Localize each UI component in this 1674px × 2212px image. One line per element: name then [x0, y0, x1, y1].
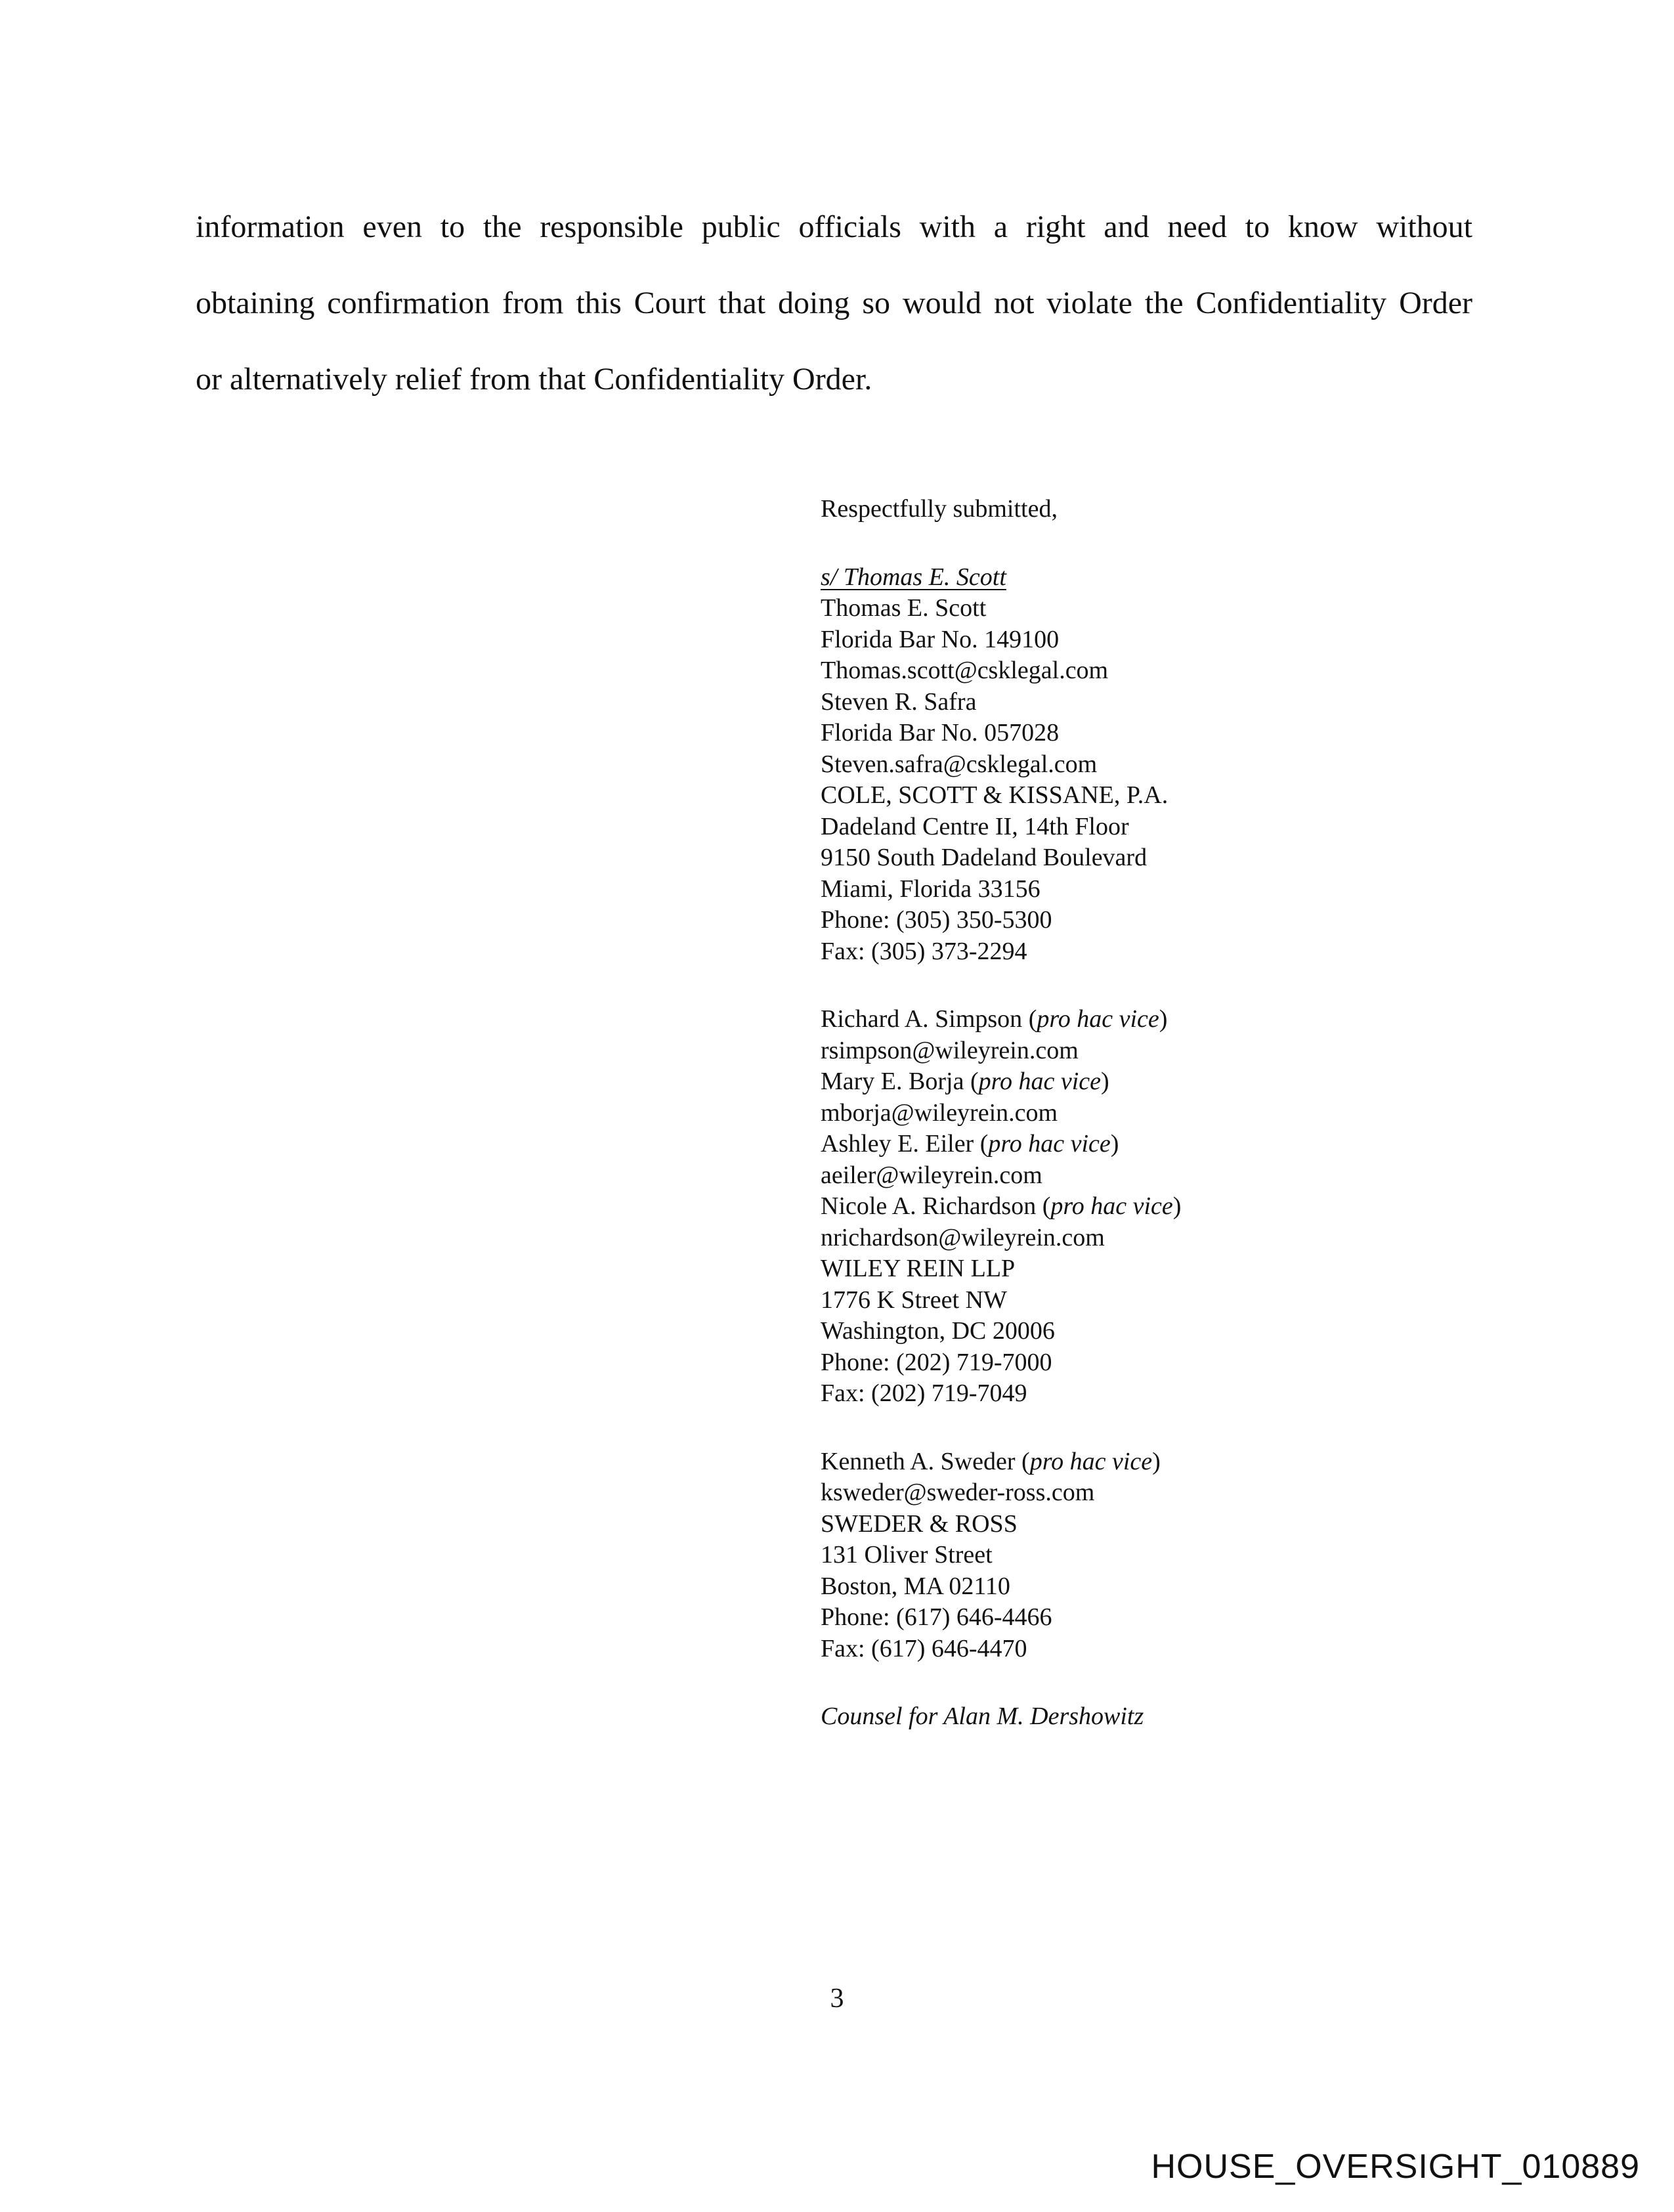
attorney-name: Richard A. Simpson: [821, 1005, 1023, 1033]
attorney-name: Ashley E. Eiler: [821, 1130, 974, 1158]
pro-hac-vice-note: pro hac vice: [1029, 1447, 1153, 1475]
firm3-fax: Fax: (617) 646-4470: [821, 1634, 1027, 1662]
firm2-phone: Phone: (202) 719-7000: [821, 1348, 1052, 1376]
body-line: information even to the responsible public officials with a right and need to know without: [196, 209, 1472, 244]
closing-text: Respectfully submitted,: [821, 495, 1058, 523]
attorney-name-line: Nicole A. Richardson (pro hac vice): [821, 1192, 1182, 1220]
firm1-line: Miami, Florida 33156: [821, 875, 1041, 903]
pro-hac-vice-note: pro hac vice: [978, 1068, 1102, 1095]
attorney-name-line: Mary E. Borja (pro hac vice): [821, 1068, 1109, 1095]
spacer: [821, 967, 1543, 1004]
firm2-fax: Fax: (202) 719-7049: [821, 1379, 1027, 1407]
pro-hac-vice-note: pro hac vice: [1050, 1192, 1173, 1220]
firm1-line: Florida Bar No. 149100: [821, 625, 1060, 653]
pro-hac-vice-note: pro hac vice: [1037, 1005, 1159, 1033]
firm3-phone: Phone: (617) 646-4466: [821, 1603, 1052, 1631]
attorney-name-line: Ashley E. Eiler (pro hac vice): [821, 1130, 1119, 1158]
electronic-signature: s/ Thomas E. Scott: [821, 563, 1006, 591]
counsel-for-line: Counsel for Alan M. Dershowitz: [821, 1702, 1144, 1730]
pro-hac-vice-note: pro hac vice: [988, 1130, 1111, 1158]
firm2-line: 1776 K Street NW: [821, 1286, 1007, 1314]
attorney-email: nrichardson@wileyrein.com: [821, 1223, 1105, 1251]
firm1-phone: Phone: (305) 350-5300: [821, 906, 1052, 934]
attorney-email: aeiler@wileyrein.com: [821, 1161, 1042, 1189]
firm3-line: 131 Oliver Street: [821, 1541, 993, 1569]
attorney-name-line: Richard A. Simpson (pro hac vice): [821, 1005, 1168, 1033]
firm2-line: Washington, DC 20006: [821, 1317, 1055, 1345]
attorney-email: rsimpson@wileyrein.com: [821, 1036, 1079, 1064]
firm3-name: SWEDER & ROSS: [821, 1509, 1018, 1538]
firm1-line: Dadeland Centre II, 14th Floor: [821, 812, 1129, 840]
attorney-email: mborja@wileyrein.com: [821, 1098, 1058, 1127]
firm1-line: 9150 South Dadeland Boulevard: [821, 844, 1148, 871]
attorney-name: Kenneth A. Sweder: [821, 1447, 1016, 1475]
attorney-name: Mary E. Borja: [821, 1068, 964, 1095]
signature-block: [821, 494, 1543, 1733]
firm1-line: Florida Bar No. 057028: [821, 719, 1060, 747]
spacer: [821, 1410, 1543, 1446]
body-paragraph: [196, 189, 1472, 418]
attorney-name: Nicole A. Richardson: [821, 1192, 1037, 1220]
firm3-line: Boston, MA 02110: [821, 1572, 1010, 1600]
firm1-email: Thomas.scott@csklegal.com: [821, 657, 1109, 684]
firm1-name: COLE, SCOTT & KISSANE, P.A.: [821, 781, 1169, 809]
attorney-email: ksweder@sweder-ross.com: [821, 1479, 1095, 1506]
attorney-name-line: Kenneth A. Sweder (pro hac vice): [821, 1447, 1161, 1475]
firm1-line: Steven R. Safra: [821, 687, 977, 716]
firm1-email: Steven.safra@csklegal.com: [821, 750, 1098, 778]
firm2-name: WILEY REIN LLP: [821, 1255, 1016, 1282]
page-number: 3: [830, 1984, 844, 2014]
spacer: [821, 525, 1543, 562]
firm1-fax: Fax: (305) 373-2294: [821, 937, 1027, 965]
body-line: obtaining confirmation from this Court that doing so would not violate the Confidentiality Order: [196, 286, 1472, 320]
bates-number: HOUSE_OVERSIGHT_010889: [1151, 2148, 1640, 2186]
firm1-line: Thomas E. Scott: [821, 594, 987, 622]
spacer: [821, 1664, 1543, 1701]
body-line: or alternatively relief from that Confidentiality Order.: [196, 362, 872, 397]
